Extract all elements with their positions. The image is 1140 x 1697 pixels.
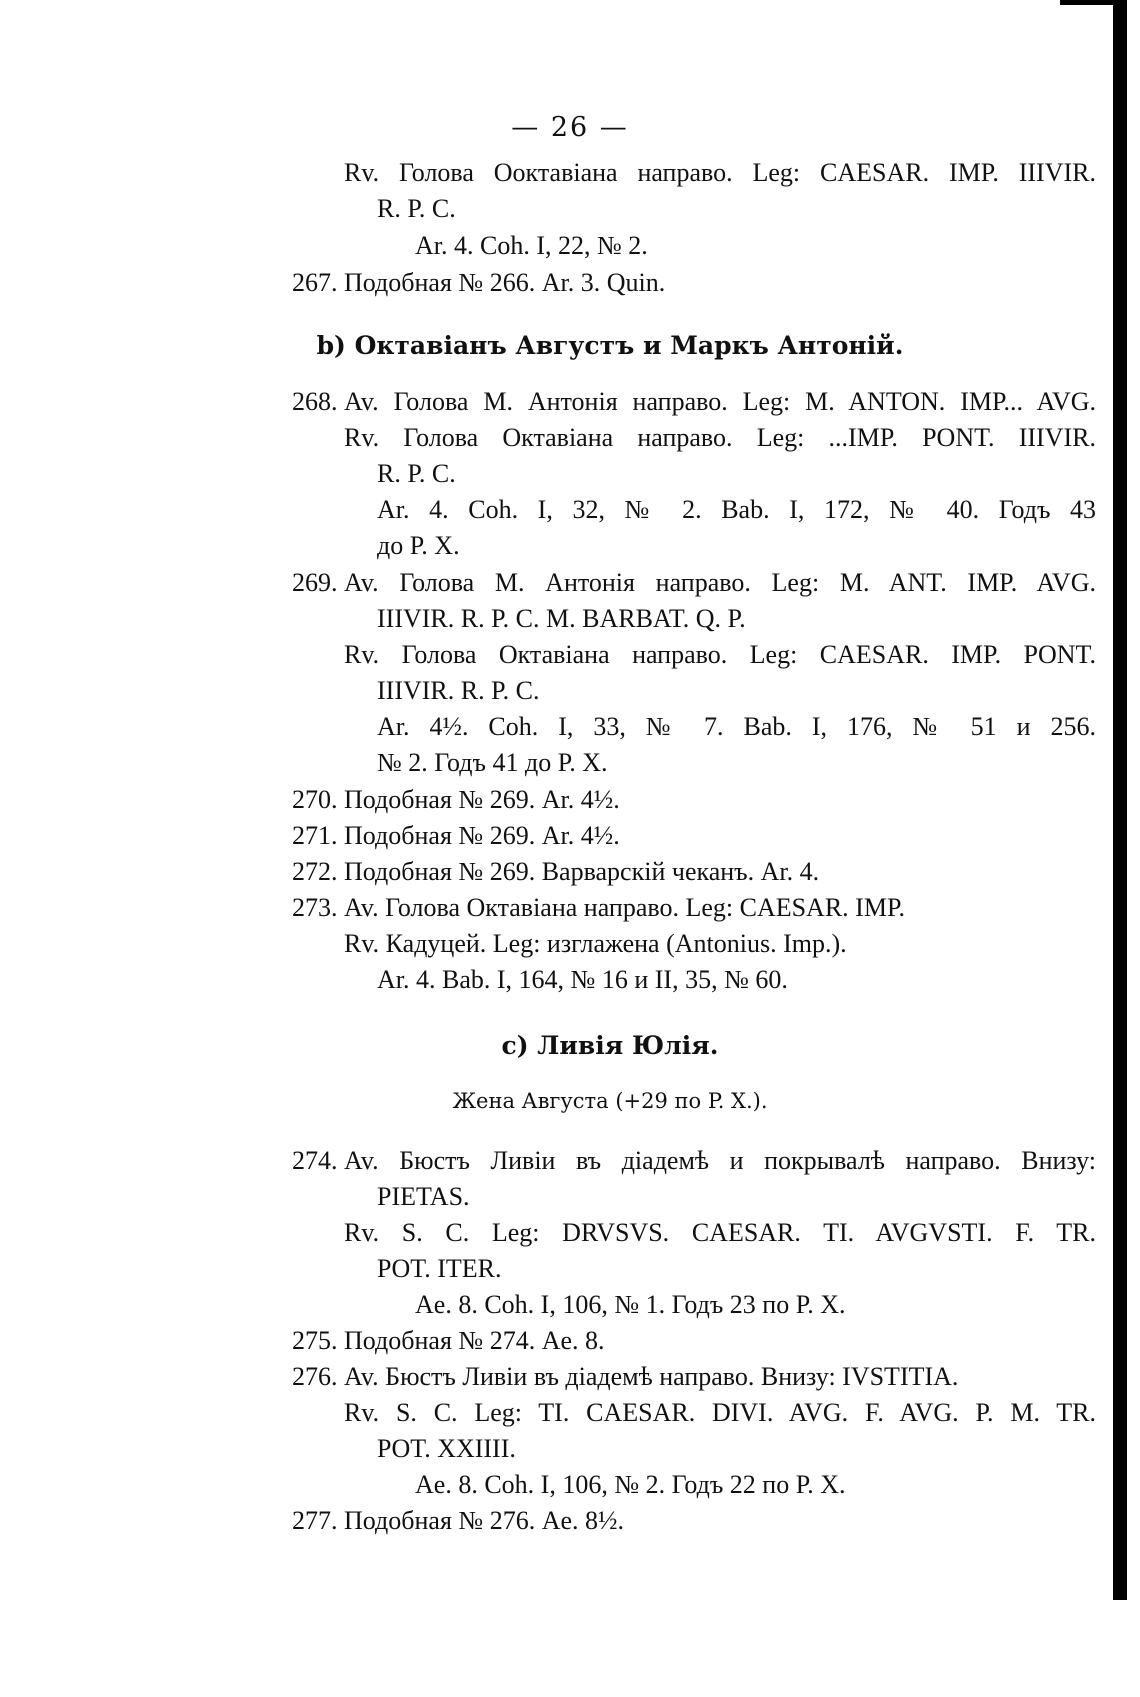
entry-number: 276. xyxy=(292,1362,338,1391)
text-line: Ar. 4½. Coh. I, 33, № 7. Bab. I, 176, № 51 и 256. xyxy=(377,712,1096,741)
text-line: POT. ITER. xyxy=(377,1254,502,1283)
text-line: Подобная № 269. Варварскiй чеканъ. Ar. 4. xyxy=(344,857,820,886)
text-line: Ae. 8. Coh. I, 106, № 1. Годъ 23 по P. X. xyxy=(415,1290,846,1319)
text-line: PIETAS. xyxy=(377,1182,470,1211)
text-line: Av. Голова M. Антонiя направо. Leg: M. ANTON. IMP... AVG. xyxy=(344,387,1096,416)
text-line: Av. Бюстъ Ливiи въ дiадемѣ и покрывалѣ направо. Внизу: xyxy=(344,1146,1096,1175)
text-line: R. P. C. xyxy=(377,459,456,488)
scan-edge-top xyxy=(1060,0,1120,5)
text-line: Подобная № 269. Ar. 4½. xyxy=(344,785,620,814)
text-line: Ae. 8. Coh. I, 106, № 2. Годъ 22 по P. X. xyxy=(415,1470,846,1499)
section-subtitle: Жена Августа (+29 по P. X.). xyxy=(452,1089,768,1113)
text-line: IIIVIR. R. P. C. xyxy=(377,676,540,705)
entry-number: 272. xyxy=(292,857,338,886)
entry-number: 275. xyxy=(292,1326,338,1355)
text-line: Ar. 4. Coh. I, 32, № 2. Bab. I, 172, № 40. Годъ 43 xyxy=(377,495,1096,524)
entry-number: 271. xyxy=(292,821,338,850)
text-line: Ar. 4. Bab. I, 164, № 16 и II, 35, № 60. xyxy=(377,965,788,994)
text-line: до P. X. xyxy=(377,531,460,560)
text-line: Подобная № 274. Ae. 8. xyxy=(344,1326,605,1355)
entry-number: 267. xyxy=(292,268,338,297)
text-line: Подобная № 276. Ae. 8½. xyxy=(344,1506,625,1535)
text-line: Av. Голова Октавiана направо. Leg: CAESAR. IMP. xyxy=(344,893,906,922)
text-line: Rv. S. C. Leg: DRVSVS. CAESAR. TI. AVGVSTI. F. TR. xyxy=(344,1218,1096,1247)
text-line: Подобная № 269. Ar. 4½. xyxy=(344,821,620,850)
text-line: № 2. Годъ 41 до P. X. xyxy=(377,748,608,777)
entry-number: 273. xyxy=(292,893,338,922)
entry-number: 277. xyxy=(292,1506,338,1535)
text-line: Подобная № 266. Ar. 3. Quin. xyxy=(344,268,666,297)
text-line: R. P. C. xyxy=(377,194,456,223)
entry-number: 268. xyxy=(292,387,338,416)
text-line: Rv. Кадуцей. Leg: изглажена (Antonius. Imp.). xyxy=(344,929,847,958)
text-line: POT. XXIIII. xyxy=(377,1434,516,1463)
scan-edge-bar xyxy=(1113,0,1127,1600)
text-line: Rv. Голова Октавiана направо. Leg: ...IMP. PONT. IIIVIR. xyxy=(344,423,1096,452)
page-number: — 26 — xyxy=(511,112,629,143)
entry-number: 270. xyxy=(292,785,338,814)
entry-number: 269. xyxy=(292,568,338,597)
text-line: Rv. Голова Октавiана направо. Leg: CAESAR. IMP. PONT. xyxy=(344,640,1096,669)
text-line: IIIVIR. R. P. C. M. BARBAT. Q. P. xyxy=(377,604,746,633)
entry-number: 274. xyxy=(292,1146,338,1175)
section-heading: b) Октавiанъ Августъ и Маркъ Антонiй. xyxy=(316,331,904,360)
text-line: Ar. 4. Coh. I, 22, № 2. xyxy=(415,231,648,260)
section-heading: c) Ливiя Юлiя. xyxy=(501,1031,719,1060)
text-line: Rv. S. C. Leg: TI. CAESAR. DIVI. AVG. F. AVG. P. M. TR. xyxy=(344,1398,1096,1427)
text-line: Av. Голова M. Антонiя направо. Leg: M. ANT. IMP. AVG. xyxy=(344,568,1096,597)
text-line: Rv. Голова Ооктавiана направо. Leg: CAESAR. IMP. IIIVIR. xyxy=(344,158,1096,187)
text-line: Av. Бюстъ Ливiи въ дiадемѣ направо. Внизу: IVSTITIA. xyxy=(344,1362,959,1391)
